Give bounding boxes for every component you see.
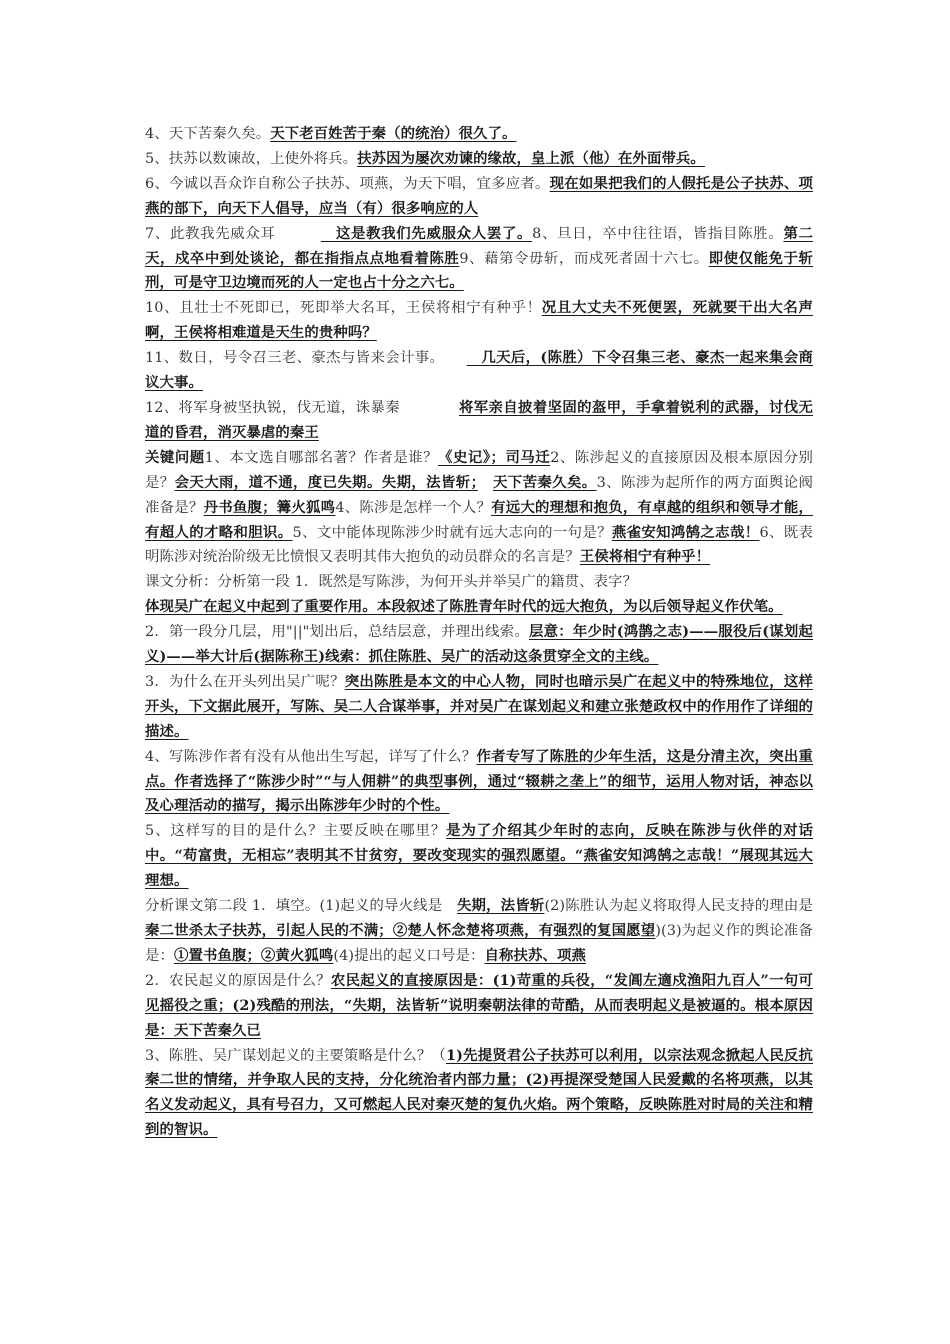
question-text: 8、旦日，卒中往往语，皆指目陈胜。 xyxy=(532,225,784,242)
paragraph-p5 xyxy=(145,296,813,346)
question-text: 2．第一段分几层，用"||"划出后，总结层意，并理出线索。 xyxy=(145,624,529,641)
question-text: 9、藉第令毋斩，而戍死者固十六七。 xyxy=(459,250,709,267)
question-text: 3、陈胜、吴广谋划起义的主要策略是什么？（ xyxy=(145,1047,446,1064)
answer-text: 1)先提贤君公子扶苏可以利用，以宗法观念掀起人民反抗秦二世的情绪，并争取人民的支持，分化统治者内部力量；(2)再提深受楚国人民爱戴的名将项燕，以其名义发动起义，具有号召力，又可燃起人民对秦灭楚的复仇火焰。两个策略，反映陈胜对时局的关注和精到的智识。 xyxy=(145,1046,813,1139)
question-text: 10、且壮士不死即已，死即举大名耳，王侯将相宁有种乎！ xyxy=(145,300,542,317)
answer-text: 这是教我们先威服众人罢了。 xyxy=(320,224,533,242)
paragraph-p9 xyxy=(145,570,813,595)
question-text: 5、扶苏以数谏故，上使外将兵。 xyxy=(145,150,358,167)
answer-text: 天下苦秦久矣。 xyxy=(492,473,597,491)
question-text: )(3)为起义作的舆论准备是： xyxy=(145,923,813,964)
answer-text: 层意：年少时(鸿鹊之志)——服役后(谋划起义)——举大计后(据陈称王)线索：抓住陈胜、吴广的活动这条贯穿全文的主线。 xyxy=(145,623,813,666)
question-text: 3、陈涉为起所作的两方面舆论阀准备是？ xyxy=(145,474,814,516)
paragraph-p10 xyxy=(145,595,813,620)
paragraph-p11 xyxy=(145,620,813,670)
answer-text: 丹书鱼腹；篝火狐鸣 xyxy=(203,498,336,516)
answer-text: 王侯将相宁有种乎！ xyxy=(579,548,711,566)
answer-text: 第二天，戍卒中到处谈论，都在指指点点地看着陈胜 xyxy=(145,224,814,267)
answer-text: 天下老百姓苦于秦（的统治）很久了。 xyxy=(270,125,517,142)
question-text: 5、这样写的目的是什么？主要反映在哪里？ xyxy=(145,823,447,840)
paragraph-p12 xyxy=(145,670,813,745)
answer-text: 扶苏因为屡次劝谏的缘故，皇上派（他）在外面带兵。 xyxy=(357,149,705,167)
answer-text: 秦二世杀太子扶苏，引起人民的不满；②楚人怀念楚将项燕，有强烈的复国愿望 xyxy=(145,922,656,939)
paragraph-p3 xyxy=(145,172,813,222)
question-text: 11、数日，号令召三老、豪杰与皆来会计事。 xyxy=(145,350,467,367)
question-text: 4、写陈涉作者有没有从他出生写起，详写了什么？ xyxy=(145,748,477,765)
question-text: (4)提出的起义口号是： xyxy=(333,947,485,964)
paragraph-p6 xyxy=(145,346,813,396)
question-text: 4、陈涉是怎样一个人？ xyxy=(335,499,492,516)
question-text: 课文分析：分析第一段 1．既然是写陈涉，为何开头并举吴广的籍贯、表字？ xyxy=(145,574,638,591)
paragraph-p2 xyxy=(145,147,813,172)
paragraph-p14 xyxy=(145,819,813,894)
answer-text: 是为了介绍其少年时的志向，反映在陈涉与伙伴的对话中。“苟富贵，无相忘”表明其不甘贫穷，要改变现实的强烈愿望。“燕雀安知鸿鹄之志哉！”展现其远大理想。 xyxy=(145,822,813,890)
question-text xyxy=(478,475,493,491)
question-text: 2、陈涉起义的直接原因及根本原因分别是？ xyxy=(145,449,814,491)
answer-text: 将军亲自披着坚固的盔甲，手拿着锐利的武器，讨伐无道的昏君，消灭暴虐的秦王 xyxy=(145,398,814,441)
answer-text: 几天后，(陈胜）下令召集三老、豪杰一起来集会商议大事。 xyxy=(145,349,813,392)
question-text: 6、既表明陈涉对统治阶级无比愤恨又表明其伟大抱负的动员群众的名言是？ xyxy=(145,524,813,566)
question-text: 4、天下苦秦久矣。 xyxy=(145,126,271,142)
answer-text: 即使仅能免于斩刑，可是守卫边境而死的人一定也占十分之六七。 xyxy=(145,249,814,292)
paragraph-p13 xyxy=(145,745,813,820)
question-text: 3．为什么在开头列出吴广呢？ xyxy=(145,673,345,690)
paragraph-p4 xyxy=(145,222,813,297)
question-text: 12、将军身被坚执锐，伐无道，诛暴秦 xyxy=(145,399,460,416)
answer-text: 有远大的理想和抱负，有卓越的组织和领导才能，有超人的才略和胆识。 xyxy=(145,498,814,541)
answer-text: 会天大雨，道不通，度已失期。失期，法皆斩； xyxy=(174,473,478,491)
question-text: 1、本文选自哪部名著？作者是谁？ xyxy=(204,449,439,466)
paragraph-p7 xyxy=(145,396,813,446)
answer-text: 《史记》；司马迁 xyxy=(438,448,551,466)
answer-text: 况且大丈夫不死便罢，死就要干出大名声啊，王侯将相难道是天生的贵种吗？ xyxy=(145,299,813,342)
answer-text: 农民起义的直接原因是：(1)苛重的兵役，“发阊左適戍渔阳九百人”一句可见摇役之重；(2)残酷的刑法，“失期，法皆斩”说明秦朝法律的苛酷，从而表明起义是被逼的。根本原因是：天下苦秦久已 xyxy=(145,971,813,1039)
answer-text: 作者专写了陈胜的少年生活，这是分清主次，突出重点。作者选择了“陈涉少时”“与人佣耕”的典型事例，通过“辍耕之垄上”的细节，运用人物对话，神态以及心理活动的描写，揭示出陈涉年少时的个性。 xyxy=(145,747,813,815)
document-page xyxy=(145,122,813,1143)
question-text: 2．农民起义的原因是什么？ xyxy=(145,972,331,989)
answer-text: ①置书鱼腹；②黄火狐鸣 xyxy=(173,946,334,964)
paragraph-p15 xyxy=(145,894,813,969)
answer-text: 失期，法皆斩 xyxy=(456,897,545,915)
answer-text: 燕雀安知鸿鹄之志哉！ xyxy=(611,523,760,541)
answer-text: 自称扶苏、项燕 xyxy=(484,946,586,964)
keyword-heading: 关键问题 xyxy=(145,448,205,466)
question-text: (2)陈胜认为起义将取得人民支持的理由是 xyxy=(544,898,813,915)
answer-text: 现在如果把我们的人假托是公子扶苏、项燕的部下，向天下人倡导，应当（有）很多响应的人 xyxy=(145,174,813,217)
question-text: 6、今诚以吾众诈自称公子扶苏、项燕，为天下唱，宜多应者。 xyxy=(145,175,550,192)
answer-text: 体现吴广在起义中起到了重要作用。本段叙述了陈胜青年时代的远大抱负，为以后领导起义作伏笔。 xyxy=(145,598,783,616)
paragraph-p16 xyxy=(145,969,813,1044)
question-text: 5、文中能体现陈涉少时就有远大志向的一句是？ xyxy=(292,524,612,541)
question-text: 7、此教我先威众耳 xyxy=(145,225,321,242)
paragraph-p17 xyxy=(145,1044,813,1144)
paragraph-p8 xyxy=(145,446,813,571)
answer-text: 突出陈胜是本文的中心人物，同时也暗示吴广在起义中的特殊地位，这样开头，下文据此展开，写陈、吴二人合谋举事，并对吴广在谋划起义和建立张楚政权中的作用作了详细的描述。 xyxy=(145,672,814,740)
question-text: 分析课文第二段 1．填空。(1)起义的导火线是 xyxy=(145,898,457,915)
paragraph-p1 xyxy=(145,122,813,147)
